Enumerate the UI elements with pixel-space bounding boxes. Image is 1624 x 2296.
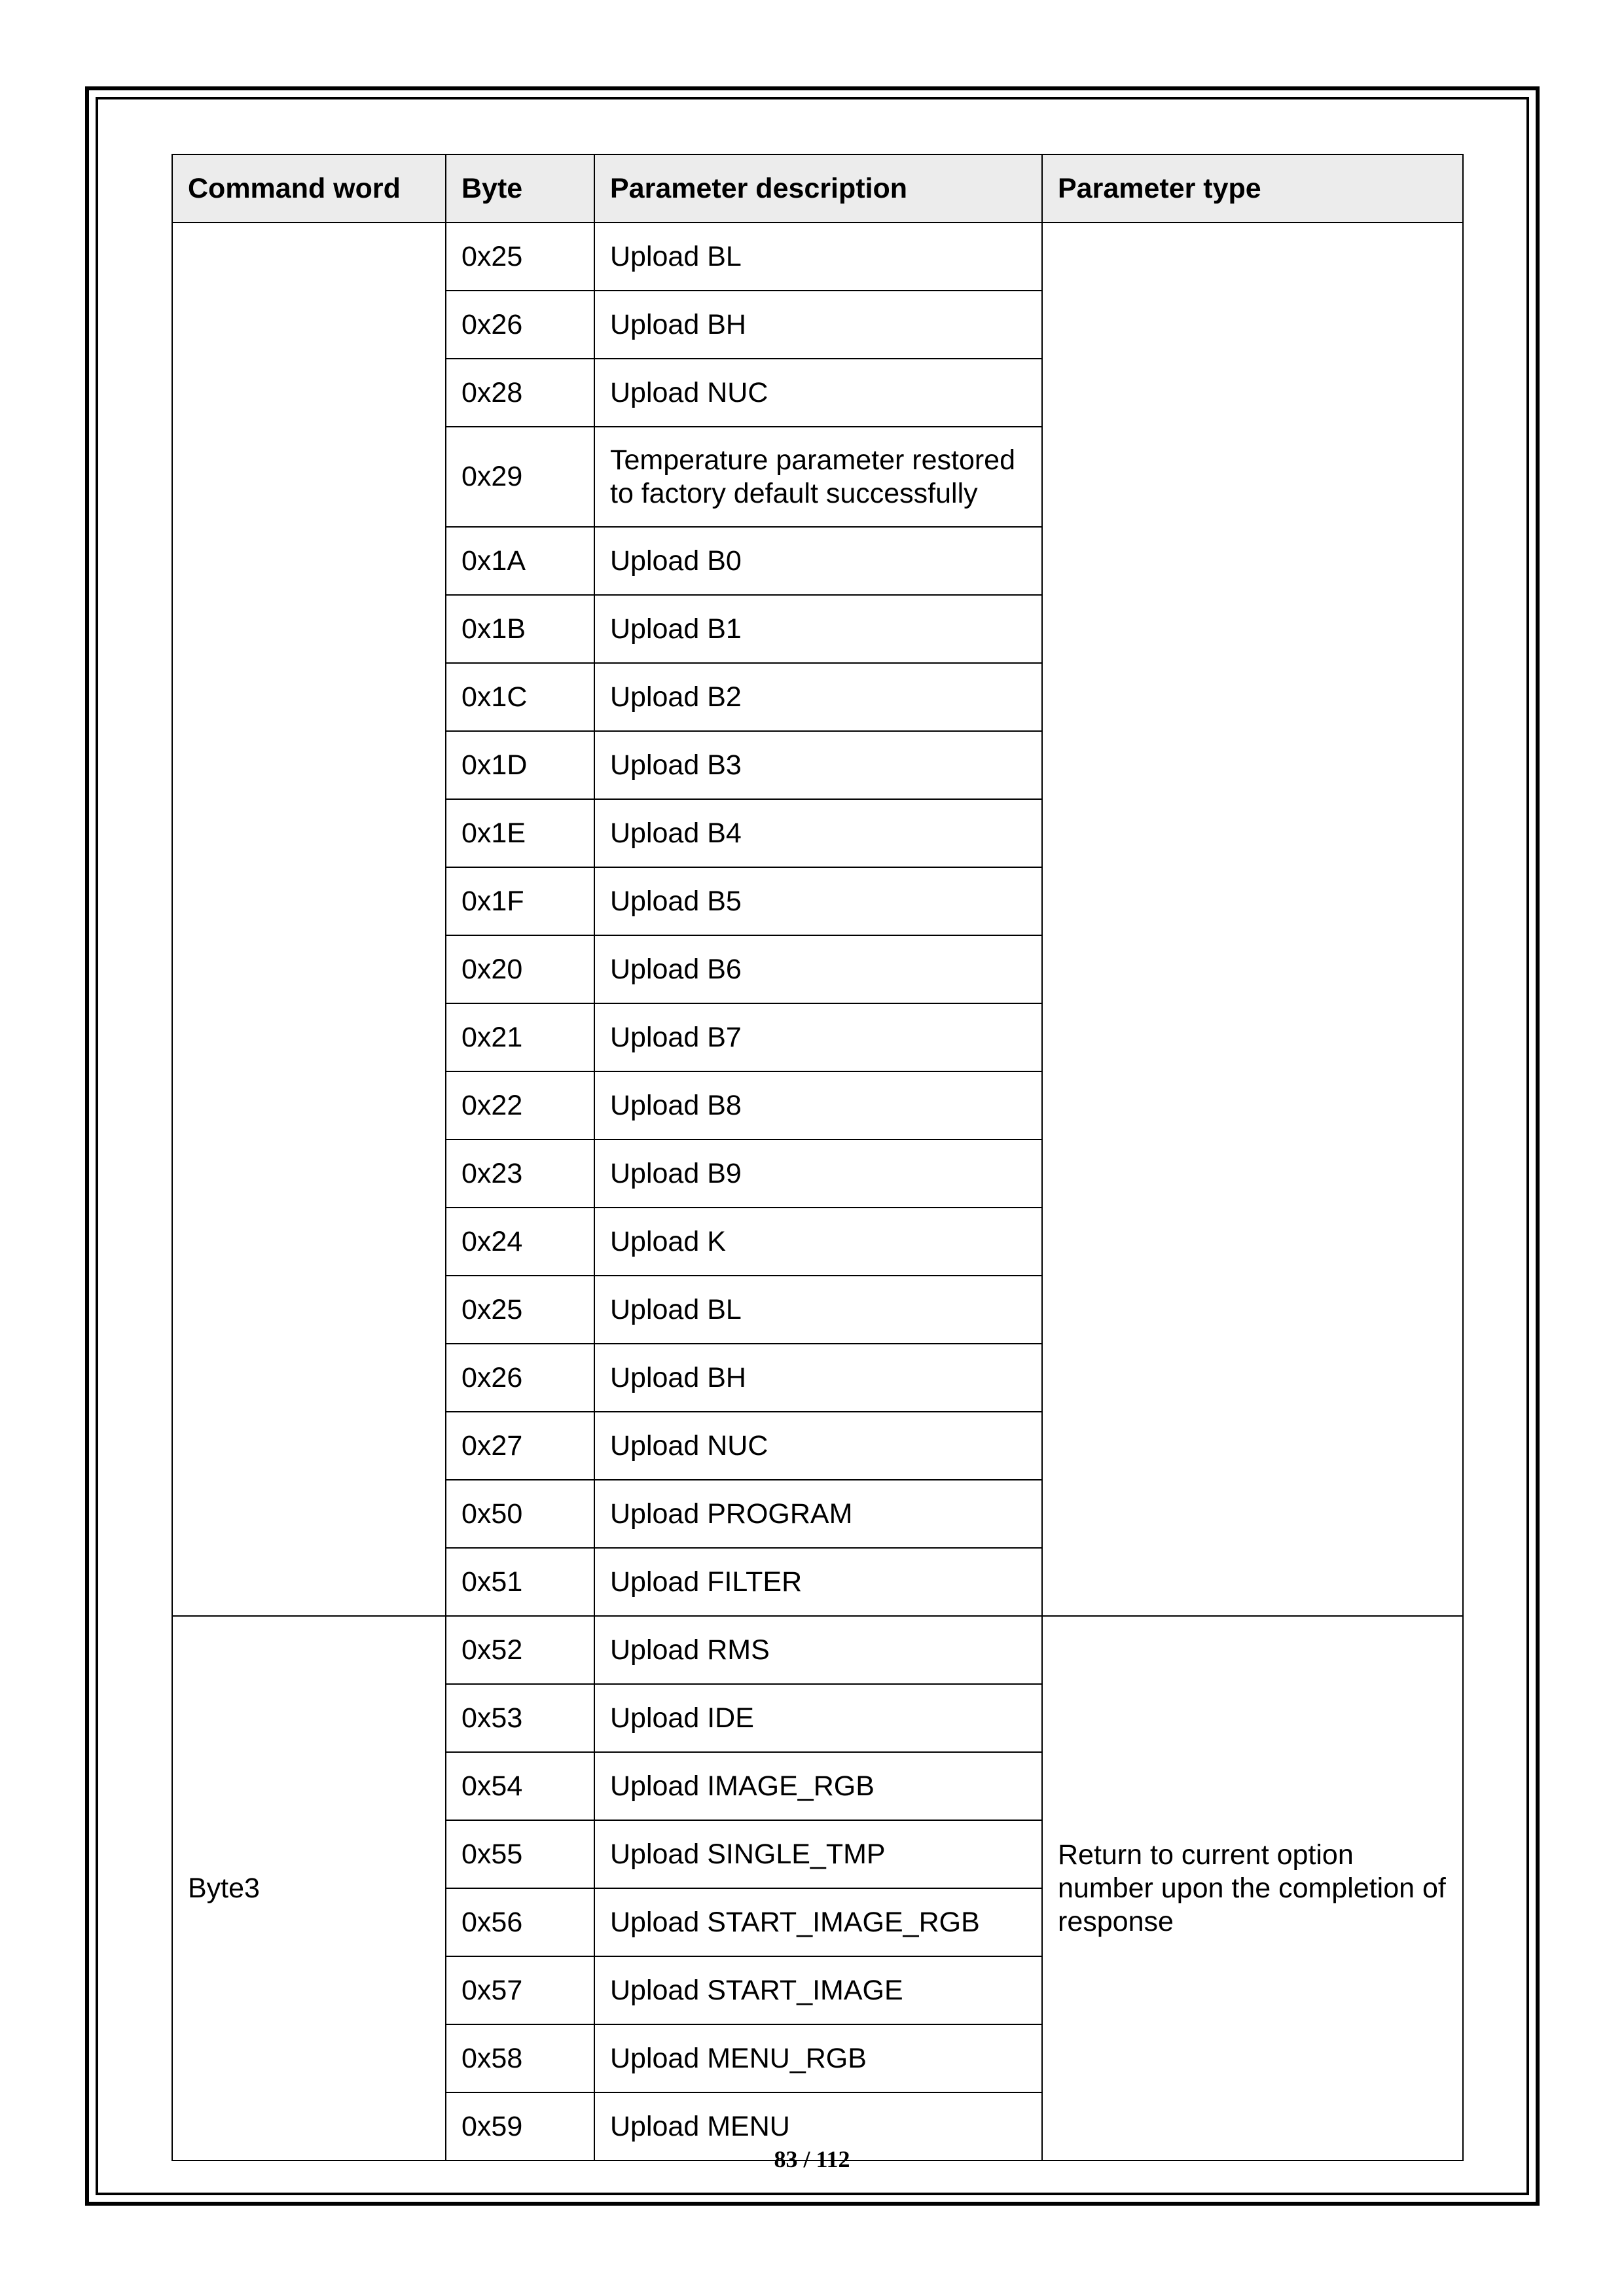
description-cell: Upload NUC	[594, 359, 1042, 427]
description-cell: Upload START_IMAGE_RGB	[594, 1888, 1042, 1956]
byte-cell: 0x20	[446, 935, 594, 1003]
byte-cell: 0x53	[446, 1684, 594, 1752]
parameter-type-cell: Return to current option number upon the completion of response	[1042, 1616, 1463, 2161]
description-cell: Upload BL	[594, 223, 1042, 291]
table-header-row	[172, 154, 1463, 223]
description-cell: Upload PROGRAM	[594, 1480, 1042, 1548]
table-row	[172, 1616, 1463, 1684]
byte-cell: 0x25	[446, 223, 594, 291]
byte-cell: 0x59	[446, 2092, 594, 2161]
byte-cell: 0x50	[446, 1480, 594, 1548]
byte-cell: 0x26	[446, 1344, 594, 1412]
byte-cell: 0x24	[446, 1208, 594, 1276]
byte-cell: 0x1B	[446, 595, 594, 663]
description-cell: Upload IDE	[594, 1684, 1042, 1752]
description-cell: Upload B9	[594, 1139, 1042, 1208]
description-cell: Upload B7	[594, 1003, 1042, 1071]
description-cell: Upload MENU_RGB	[594, 2024, 1042, 2092]
parameter-type-cell-empty	[1042, 223, 1463, 1616]
header-byte: Byte	[446, 154, 594, 223]
byte-cell: 0x28	[446, 359, 594, 427]
description-cell: Upload B5	[594, 867, 1042, 935]
description-cell: Upload B6	[594, 935, 1042, 1003]
byte-cell: 0x1C	[446, 663, 594, 731]
command-word-cell-empty	[172, 223, 446, 1616]
byte-cell: 0x26	[446, 291, 594, 359]
byte-cell: 0x21	[446, 1003, 594, 1071]
byte-cell: 0x29	[446, 427, 594, 527]
description-cell: Upload FILTER	[594, 1548, 1042, 1616]
header-command-word: Command word	[172, 154, 446, 223]
byte-cell: 0x1A	[446, 527, 594, 595]
description-cell: Upload B1	[594, 595, 1042, 663]
byte-cell: 0x1D	[446, 731, 594, 799]
description-cell: Upload K	[594, 1208, 1042, 1276]
description-cell: Upload B0	[594, 527, 1042, 595]
byte-cell: 0x22	[446, 1071, 594, 1139]
page-number: 83 / 112	[774, 2146, 850, 2172]
description-cell: Upload SINGLE_TMP	[594, 1820, 1042, 1888]
byte-cell: 0x25	[446, 1276, 594, 1344]
byte-cell: 0x55	[446, 1820, 594, 1888]
byte-cell: 0x1F	[446, 867, 594, 935]
command-table	[171, 154, 1464, 2161]
byte-cell: 0x57	[446, 1956, 594, 2024]
description-cell: Upload MENU	[594, 2092, 1042, 2161]
description-cell: Temperature parameter restored to factory default successfully	[594, 427, 1042, 527]
byte-cell: 0x27	[446, 1412, 594, 1480]
description-cell: Upload BL	[594, 1276, 1042, 1344]
byte-cell: 0x23	[446, 1139, 594, 1208]
byte-cell: 0x52	[446, 1616, 594, 1684]
byte-cell: 0x58	[446, 2024, 594, 2092]
byte-cell: 0x54	[446, 1752, 594, 1820]
table-row	[172, 223, 1463, 291]
description-cell: Upload B4	[594, 799, 1042, 867]
description-cell: Upload NUC	[594, 1412, 1042, 1480]
header-parameter-type: Parameter type	[1042, 154, 1463, 223]
header-parameter-description: Parameter description	[594, 154, 1042, 223]
description-cell: Upload BH	[594, 1344, 1042, 1412]
description-cell: Upload B8	[594, 1071, 1042, 1139]
byte-cell: 0x51	[446, 1548, 594, 1616]
byte-cell: 0x56	[446, 1888, 594, 1956]
description-cell: Upload BH	[594, 291, 1042, 359]
command-word-cell: Byte3	[172, 1616, 446, 2161]
description-cell: Upload IMAGE_RGB	[594, 1752, 1042, 1820]
description-cell: Upload B3	[594, 731, 1042, 799]
byte-cell: 0x1E	[446, 799, 594, 867]
description-cell: Upload B2	[594, 663, 1042, 731]
description-cell: Upload START_IMAGE	[594, 1956, 1042, 2024]
description-cell: Upload RMS	[594, 1616, 1042, 1684]
